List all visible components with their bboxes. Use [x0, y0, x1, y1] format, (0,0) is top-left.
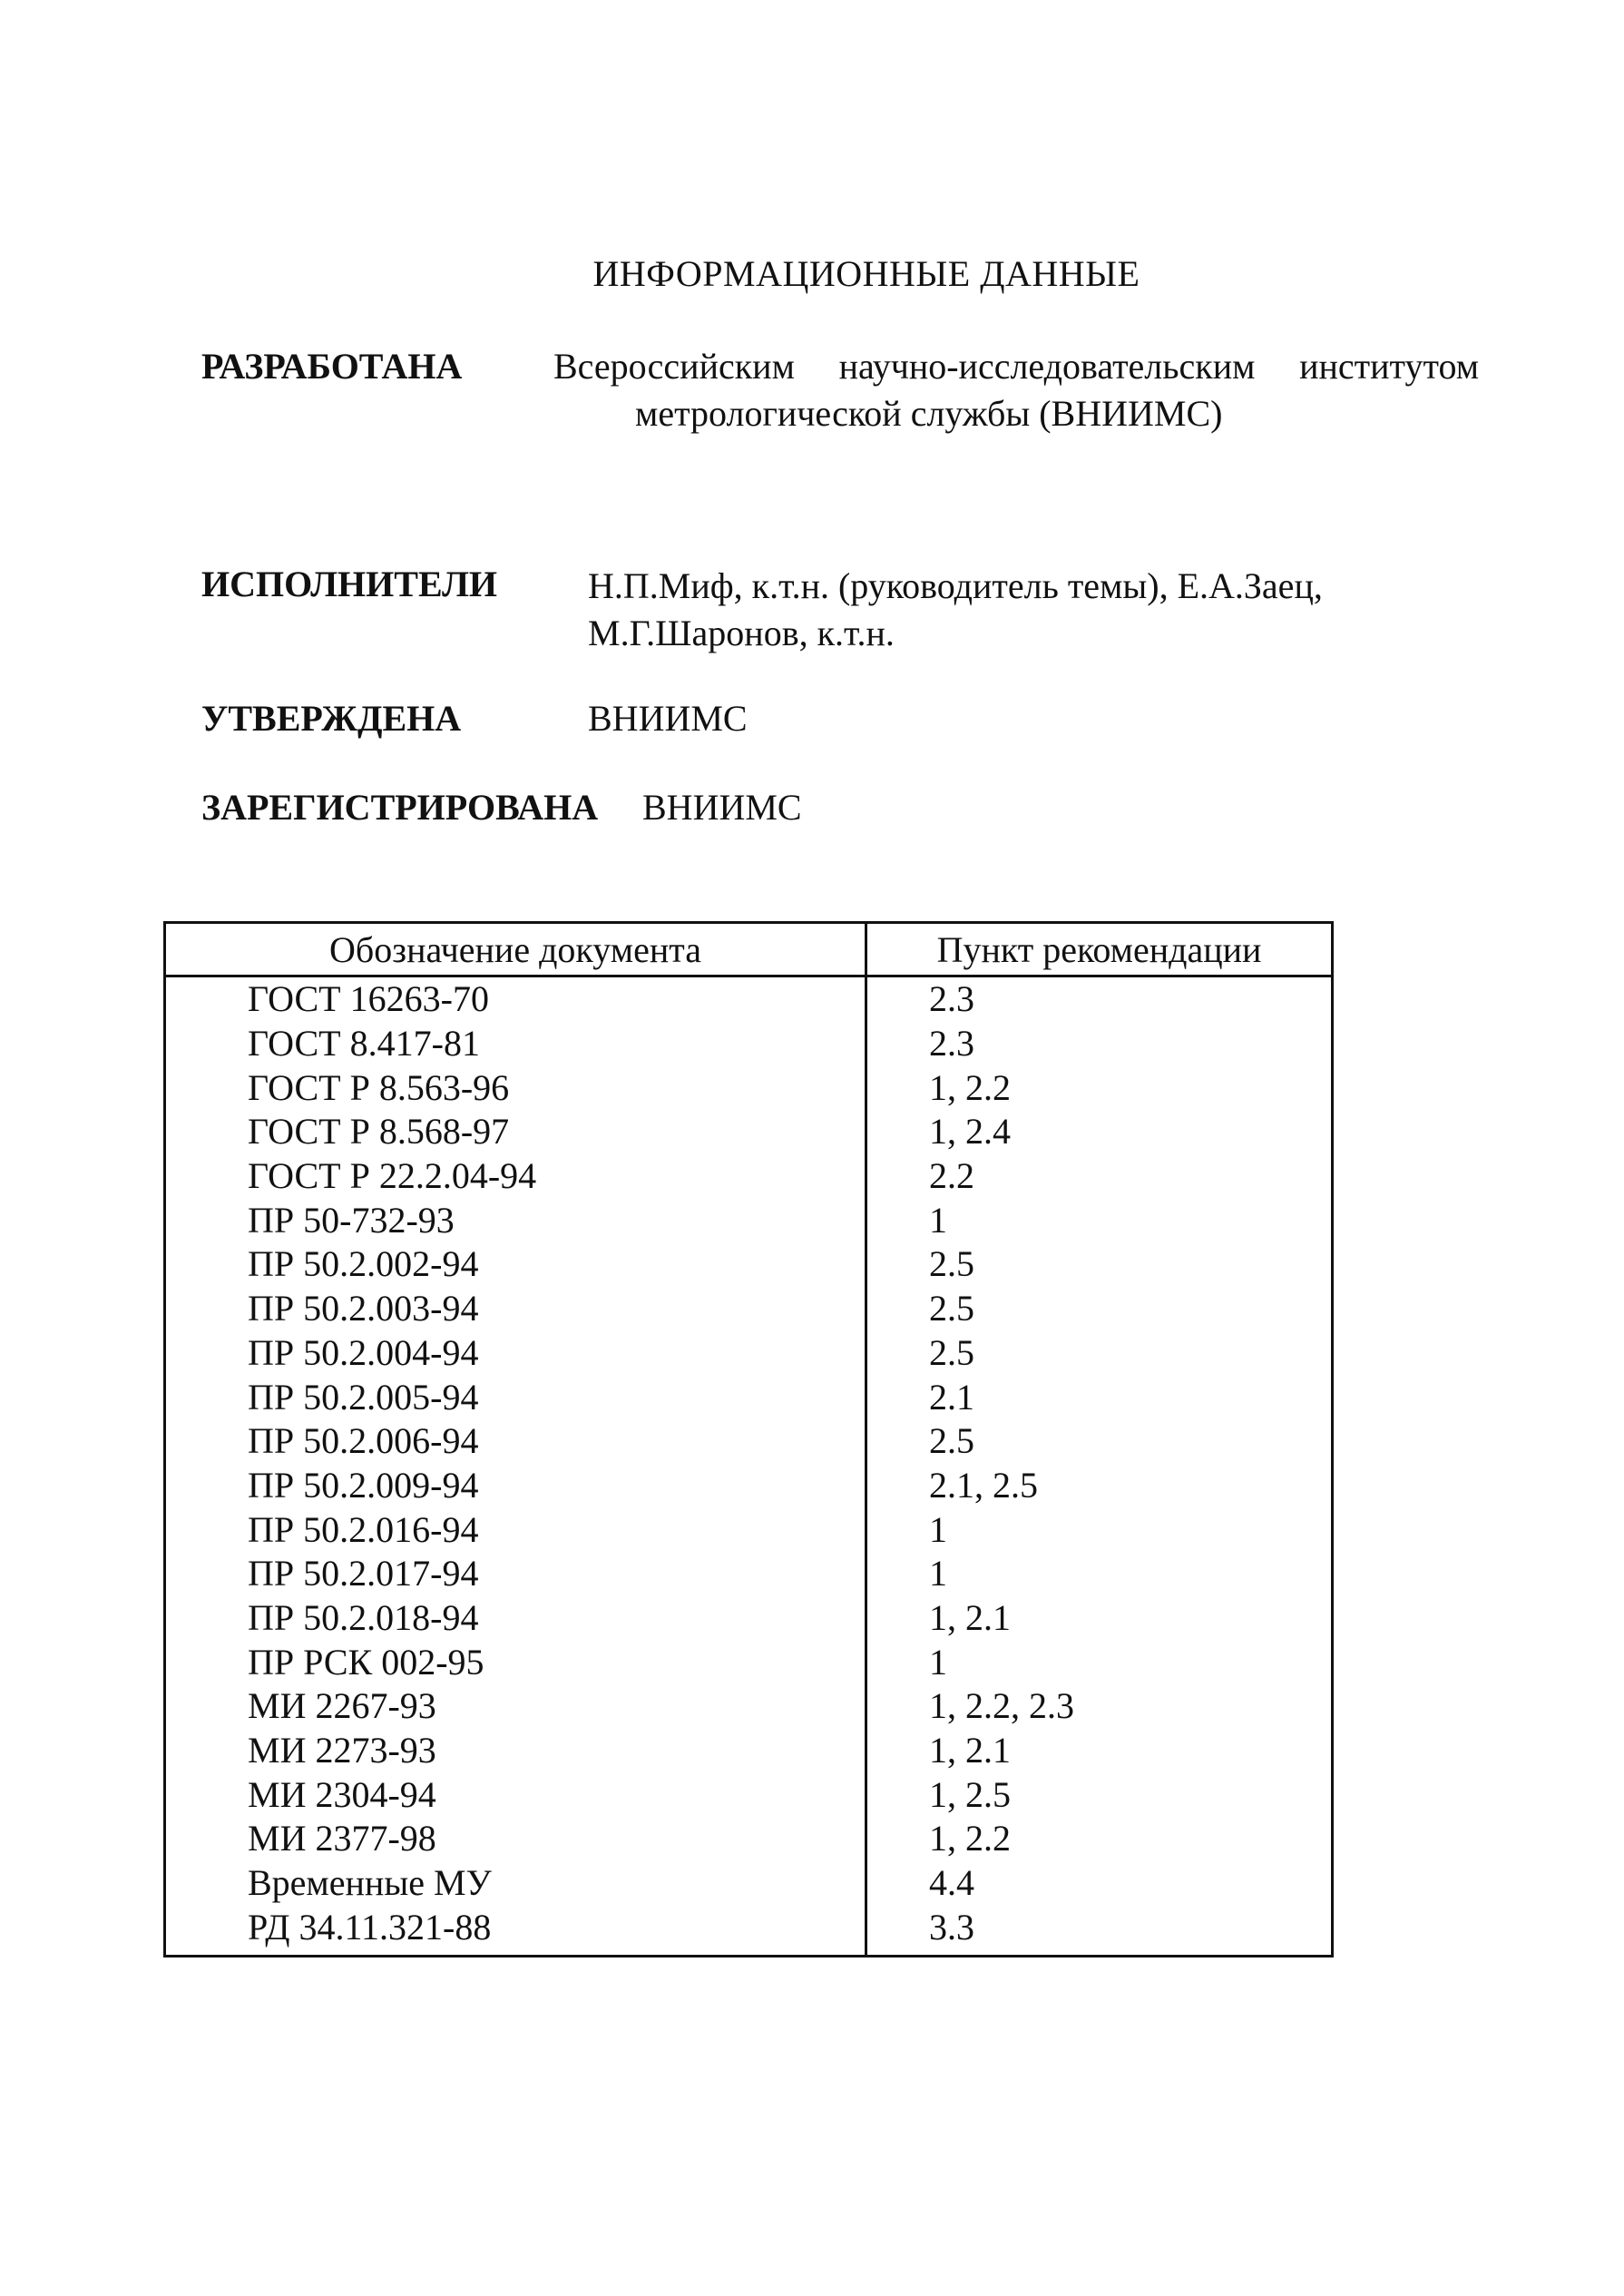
- document-designation-cell: ГОСТ Р 8.563-96: [165, 1065, 866, 1110]
- recommendation-clause-cell: 2.2: [929, 1155, 974, 1197]
- recommendation-clause-cell: 1, 2.5: [929, 1773, 1011, 1815]
- document-designation-cell: ГОСТ Р 22.2.04-94: [165, 1154, 866, 1199]
- recommendation-clause-cell: 1: [929, 1641, 947, 1683]
- document-designation-cell: ПР 50.2.004-94: [165, 1331, 866, 1376]
- table-row: [165, 1464, 1333, 1508]
- recommendation-clause-cell: 1, 2.1: [929, 1730, 1011, 1771]
- table-header-row: [165, 923, 1333, 976]
- reference-documents-table: [163, 921, 1334, 1957]
- document-designation-cell: ПР 50.2.009-94: [165, 1464, 866, 1508]
- table-row: [165, 1596, 1333, 1641]
- table-row: [165, 1419, 1333, 1464]
- table-row: [165, 1729, 1333, 1773]
- table-row: [165, 1552, 1333, 1596]
- table-row: [165, 1022, 1333, 1066]
- recommendation-clause-cell: 1, 2.4: [929, 1111, 1011, 1153]
- table-row: [165, 1331, 1333, 1376]
- table-row: [165, 1287, 1333, 1331]
- developed-label: РАЗРАБОТАНА: [201, 346, 463, 387]
- column-header-document: Обозначение документа: [165, 923, 866, 976]
- executors-value-line-1: Н.П.Миф, к.т.н. (руководитель темы), Е.А.Заец,: [588, 565, 1323, 606]
- recommendation-clause-cell: 2.5: [929, 1243, 974, 1285]
- recommendation-clause-cell: 2.5: [929, 1420, 974, 1462]
- table-row: [165, 1375, 1333, 1419]
- table-row: [165, 1065, 1333, 1110]
- document-designation-cell: ПР 50.2.002-94: [165, 1242, 866, 1287]
- recommendation-clause-cell: 1: [929, 1199, 947, 1241]
- recommendation-clause-cell: 1, 2.2: [929, 1066, 1011, 1108]
- document-designation-cell: МИ 2267-93: [165, 1684, 866, 1729]
- recommendation-clause-cell: 2.5: [929, 1288, 974, 1330]
- table-row: [165, 1640, 1333, 1684]
- table-row: [165, 1861, 1333, 1906]
- column-header-clause: Пункт рекомендации: [866, 923, 1333, 976]
- recommendation-clause-cell: 2.3: [929, 1023, 974, 1065]
- document-designation-cell: ПР 50.2.017-94: [165, 1552, 866, 1596]
- table-row: [165, 1817, 1333, 1861]
- document-designation-cell: ГОСТ 8.417-81: [165, 1022, 866, 1066]
- table-row: [165, 1154, 1333, 1199]
- document-designation-cell: ПР 50.2.016-94: [165, 1507, 866, 1552]
- document-designation-cell: ПР 50.2.005-94: [165, 1375, 866, 1419]
- recommendation-clause-cell: 2.5: [929, 1331, 974, 1373]
- document-designation-cell: ГОСТ 16263-70: [165, 976, 866, 1022]
- document-designation-cell: ПР 50.2.003-94: [165, 1287, 866, 1331]
- table-row: [165, 1507, 1333, 1552]
- developed-value-line-2: метрологической службы (ВНИИМС): [635, 393, 1223, 434]
- executors-label: ИСПОЛНИТЕЛИ: [201, 564, 498, 604]
- registered-value: ВНИИМС: [642, 787, 802, 828]
- document-designation-cell: РД 34.11.321-88: [165, 1905, 866, 1956]
- approved-label: УТВЕРЖДЕНА: [201, 698, 462, 739]
- recommendation-clause-cell: 2.3: [929, 978, 974, 1020]
- approved-value: ВНИИМС: [588, 698, 748, 739]
- executors-value-line-2: М.Г.Шаронов, к.т.н.: [588, 613, 895, 653]
- recommendation-clause-cell: 3.3: [929, 1906, 974, 1948]
- table-row: [165, 1772, 1333, 1817]
- document-designation-cell: ПР 50.2.018-94: [165, 1596, 866, 1641]
- recommendation-clause-cell: 2.1: [929, 1376, 974, 1418]
- document-designation-cell: ПР РСК 002-95: [165, 1640, 866, 1684]
- table-row: [165, 1110, 1333, 1154]
- table-body: [165, 976, 1333, 1957]
- table-row: [165, 1684, 1333, 1729]
- recommendation-clause-cell: 1: [929, 1508, 947, 1550]
- document-designation-cell: ПР 50.2.006-94: [165, 1419, 866, 1464]
- document-designation-cell: ПР 50-732-93: [165, 1198, 866, 1242]
- document-designation-cell: Временные МУ: [165, 1861, 866, 1906]
- document-designation-cell: МИ 2273-93: [165, 1729, 866, 1773]
- table-row: [165, 976, 1333, 1022]
- recommendation-clause-cell: 1: [929, 1553, 947, 1594]
- recommendation-clause-cell: 2.1, 2.5: [929, 1464, 1038, 1506]
- table-row: [165, 1905, 1333, 1956]
- recommendation-clause-cell: 1, 2.2: [929, 1818, 1011, 1859]
- recommendation-clause-cell: 1, 2.2, 2.3: [929, 1685, 1074, 1727]
- document-designation-cell: МИ 2304-94: [165, 1772, 866, 1817]
- document-designation-cell: МИ 2377-98: [165, 1817, 866, 1861]
- developed-value-line-1: Всероссийским научно-исследовательским институтом: [553, 346, 1479, 387]
- document-designation-cell: ГОСТ Р 8.568-97: [165, 1110, 866, 1154]
- recommendation-clause-cell: 4.4: [929, 1862, 974, 1904]
- table-row: [165, 1198, 1333, 1242]
- table-row: [165, 1242, 1333, 1287]
- recommendation-clause-cell: 1, 2.1: [929, 1596, 1011, 1638]
- registered-label: ЗАРЕГИСТРИРОВАНА: [201, 787, 599, 828]
- page-title: ИНФОРМАЦИОННЫЕ ДАННЫЕ: [592, 253, 1140, 294]
